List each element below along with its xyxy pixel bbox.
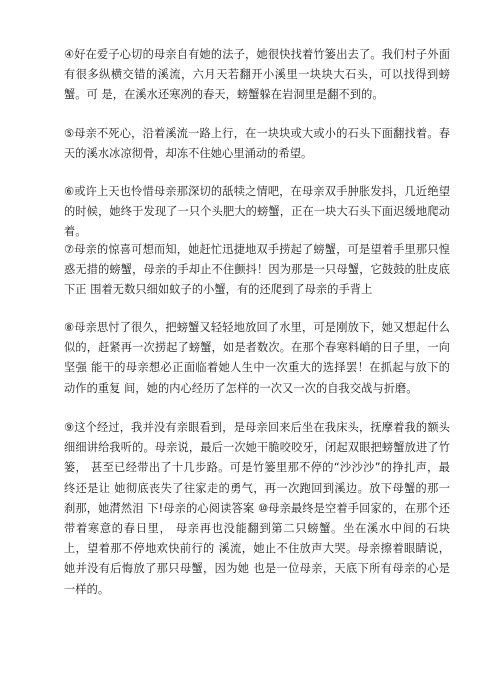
paragraph-9-10: ⑨这个经过，我并没有亲眼看到，是母亲回来后坐在我床头，抚摩着我的额头 细细讲给我听的。母亲说，最后一次她干脆咬咬牙，闭起双眼把螃蟹放进了竹篓， 甚至已经带出了十几步路。可是竹篓里那不停的“沙沙沙”的挣扎声，最终还是让 她彻底丧失了往家走的勇气，再一次跑回到溪边。放下母蟹的那一刹那，她潸然泪 下!母亲的心阅读答案 ⑩母亲最终是空着手回家的，在那个还带着寒意的春日里， 母亲再也没能翻到第二只螃蟹。坐在溪水中间的石块上，望着那不停地欢快前行的 溪流，她止不住放声大哭。母亲擦着眼睛说，她并没有后悔放了那只母蟹，因为她 也是一位母亲，天底下所有母亲的心是一样的。 bbox=[64, 421, 450, 596]
paragraph-5: ⑤母亲不死心，沿着溪流一路上行，在一块块或大或小的石头下面翻找着。春 天的溪水冰凉彻骨，却冻不住她心里涌动的希望。 bbox=[64, 127, 450, 161]
paragraph-7: ⑦母亲的惊喜可想而知，她赶忙迅捷地双手捞起了螃蟹，可是望着手里那只惶 惑无措的螃蟹，母亲的手却止不住颤抖！因为那是一只母蟹，它鼓鼓的肚皮底下正 围着无数只细如蚊子的小蟹，有的还爬到了母亲的手背上 bbox=[64, 243, 450, 297]
paragraph-8: ⑧母亲思忖了很久，把螃蟹又轻轻地放回了水里，可是刚放下，她又想起什么 似的，赶紧再一次捞起了螃蟹，如是者数次。在那个春寒料峭的日子里，一向坚强 能干的母亲想必正面临着她人生中一次重大的选择罢！在抓起与放下的动作的重复 间，她的内心经历了怎样的一次又一次的自我交战与折磨。 bbox=[64, 321, 450, 395]
paragraph-4: ④好在爱子心切的母亲自有她的法子，她很快找着竹篓出去了。我们村子外面 有很多纵横交错的溪流，六月天若翻开小溪里一块块大石头，可以找得到螃蟹。可 是，在溪水还寒冽的春天，螃蟹躲在岩洞里是翻不到的。 bbox=[64, 48, 450, 102]
paragraph-6: ⑥或许上天也怜惜母亲那深切的舐犊之情吧，在母亲双手肿胀发抖，几近绝望 的时候，她终于发现了一只个头肥大的螃蟹，正在一块大石头下面迟缓地爬动着。 bbox=[64, 185, 450, 239]
